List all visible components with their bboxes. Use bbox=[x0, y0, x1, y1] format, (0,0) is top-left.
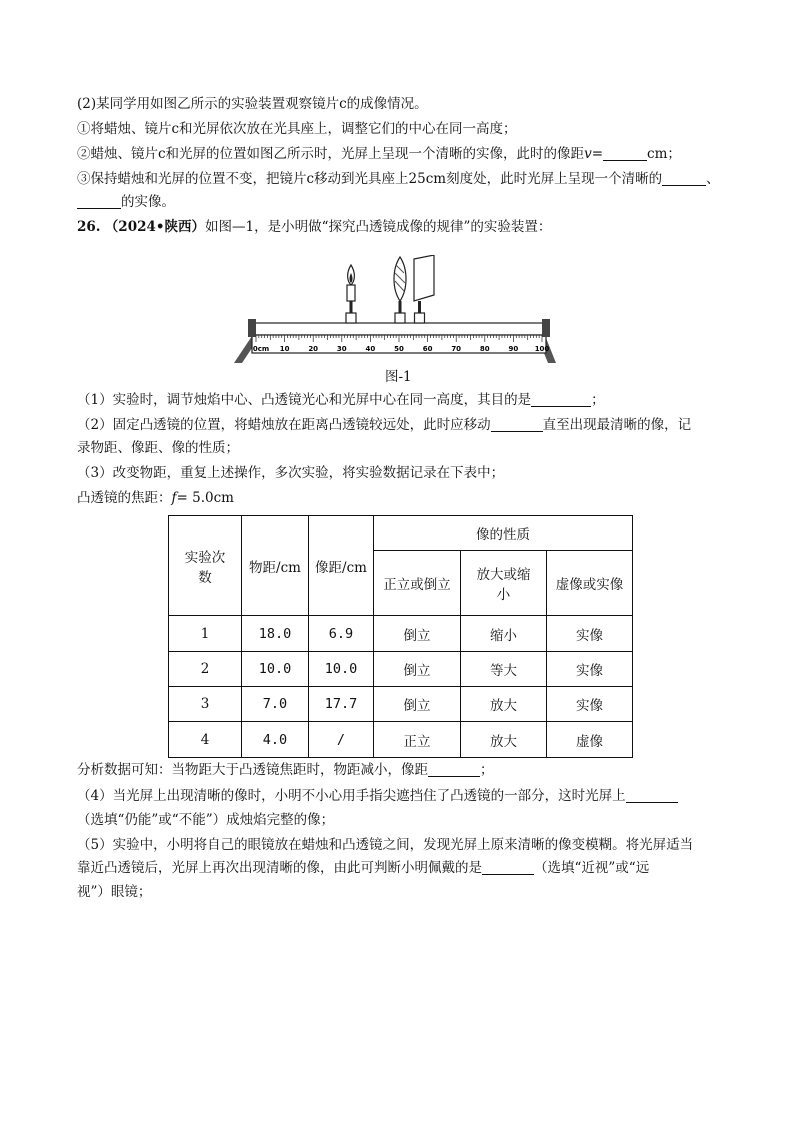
q26-part5-cont bbox=[77, 858, 649, 878]
scale-label: 70 bbox=[451, 345, 462, 353]
magnification: 放大 bbox=[461, 687, 547, 722]
candle bbox=[346, 265, 356, 323]
image-distance: 17.7 bbox=[309, 687, 374, 722]
table-header-row-1 bbox=[169, 516, 633, 551]
q26-part1 bbox=[77, 390, 605, 410]
focal-length-label: 凸透镜的焦距： bbox=[77, 490, 172, 506]
part2-step3-text: ③保持蜡烛和光屏的位置不变，把镜片c移动到光具座上25cm刻度处，此时光屏上呈现一个清晰的 bbox=[77, 171, 663, 187]
scale-label: 100 bbox=[534, 345, 550, 353]
q26-part1-end: ； bbox=[591, 392, 605, 408]
part2-step1: ①将蜡烛、镜片c和光屏依次放在光具座上，调整它们的中心在同一高度； bbox=[77, 121, 517, 137]
focal-length bbox=[77, 488, 234, 508]
header-image-type: 虚像或实像 bbox=[547, 551, 633, 616]
focal-symbol: f bbox=[171, 490, 177, 506]
image-property-blank-1[interactable] bbox=[662, 171, 706, 186]
table-row bbox=[169, 616, 633, 652]
question-source: （2024•陕西） bbox=[104, 219, 205, 235]
table-row bbox=[169, 722, 633, 758]
figure-caption: 图-1 bbox=[385, 369, 412, 385]
image-distance-blank[interactable] bbox=[603, 146, 647, 161]
screen-panel bbox=[414, 255, 434, 301]
header-orientation: 正立或倒立 bbox=[374, 551, 461, 616]
object-distance: 18.0 bbox=[242, 616, 309, 652]
part2-step2-text: ②蜡烛、镜片c和光屏的位置如图乙所示时，光屏上呈现一个清晰的实像，此时的像距 bbox=[77, 146, 585, 162]
magnification: 缩小 bbox=[461, 616, 547, 652]
scale-label: 60 bbox=[422, 345, 433, 353]
image-type: 实像 bbox=[547, 652, 633, 687]
orientation: 倒立 bbox=[374, 687, 461, 722]
question-26-header bbox=[77, 217, 551, 237]
image-type: 虚像 bbox=[547, 722, 633, 758]
orientation: 倒立 bbox=[374, 652, 461, 687]
image-distance-trend-blank[interactable] bbox=[428, 762, 480, 777]
magnification: 等大 bbox=[461, 652, 547, 687]
image-property-blank-2[interactable] bbox=[77, 194, 121, 209]
header-image-nature: 像的性质 bbox=[374, 516, 633, 551]
analysis-line bbox=[77, 760, 494, 780]
convex-lens bbox=[394, 257, 406, 323]
q26-part4-cont: （选填“仍能”或“不能”）成烛焰完整的像； bbox=[77, 812, 335, 828]
lens-glass bbox=[394, 257, 406, 301]
analysis-end: ； bbox=[480, 762, 494, 778]
part2-step2-unit: cm； bbox=[647, 146, 681, 162]
image-distance-symbol: v bbox=[584, 146, 592, 162]
separator: 、 bbox=[706, 171, 720, 187]
part2-step2 bbox=[77, 144, 681, 164]
q26-part5: （5）实验中，小明将自己的眼镜放在蜡烛和凸透镜之间，发现光屏上原来清晰的像变模糊。将光屏适当 bbox=[77, 837, 694, 853]
equals-sign: = bbox=[591, 146, 604, 162]
header-trial-line1: 实验次 bbox=[184, 549, 226, 566]
bench-right-end bbox=[542, 319, 550, 337]
q26-part2-cont: 录物距、像距、像的性质； bbox=[77, 440, 239, 456]
scale-label: 90 bbox=[508, 345, 519, 353]
focal-value: = 5.0cm bbox=[176, 490, 234, 506]
lens-stem bbox=[399, 301, 402, 313]
analysis-text: 分析数据可知：当物距大于凸透镜焦距时，物距减小，像距 bbox=[77, 762, 428, 778]
orientation: 倒立 bbox=[374, 616, 461, 652]
lens-holder bbox=[395, 313, 405, 323]
table-row bbox=[169, 687, 633, 722]
question-stem: 如图—1，是小明做“探究凸透镜成像的规律”的实验装置： bbox=[205, 219, 552, 235]
trial-number: 1 bbox=[169, 616, 242, 652]
scale-label: 10 bbox=[279, 345, 290, 353]
screen-holder bbox=[415, 313, 425, 323]
bench-left-end bbox=[248, 319, 256, 337]
orientation: 正立 bbox=[374, 722, 461, 758]
part2-intro: (2)某同学用如图乙所示的实验装置观察镜片c的成像情况。 bbox=[77, 96, 428, 112]
q26-part5-text-c: （选填“近视”或“远 bbox=[534, 860, 650, 876]
q26-part2 bbox=[77, 415, 691, 435]
move-object-blank[interactable] bbox=[491, 417, 543, 432]
image-distance: 6.9 bbox=[309, 616, 374, 652]
part2-step3 bbox=[77, 169, 720, 189]
q26-part5-end: 视”）眼镜； bbox=[77, 884, 152, 900]
header-magnification bbox=[461, 551, 547, 616]
q26-part2-text-b: 直至出现最清晰的像，记 bbox=[542, 417, 692, 433]
trial-number: 2 bbox=[169, 652, 242, 687]
image-type: 实像 bbox=[547, 616, 633, 652]
q26-part5-text-b: 靠近凸透镜后，光屏上再次出现清晰的像，由此可判断小明佩戴的是 bbox=[77, 860, 482, 876]
scale-label: 40 bbox=[365, 345, 376, 353]
optical-bench-figure bbox=[230, 255, 560, 365]
header-object-distance: 物距/cm bbox=[242, 516, 309, 616]
q26-part2-text: （2）固定凸透镜的位置，将蜡烛放在距离凸透镜较远处，此时应移动 bbox=[77, 417, 491, 433]
complete-image-blank[interactable] bbox=[626, 788, 678, 803]
candle-body bbox=[347, 285, 355, 301]
scale-label: 20 bbox=[308, 345, 319, 353]
object-distance: 4.0 bbox=[242, 722, 309, 758]
q26-part1-text: （1）实验时，调节烛焰中心、凸透镜光心和光屏中心在同一高度，其目的是 bbox=[77, 392, 532, 408]
header-magnification-line2: 小 bbox=[496, 587, 511, 603]
candle-stem bbox=[350, 301, 353, 313]
purpose-blank[interactable] bbox=[531, 392, 591, 407]
scale-label: 30 bbox=[336, 345, 347, 353]
header-trial bbox=[169, 516, 242, 616]
q26-part4 bbox=[77, 786, 678, 806]
image-type: 实像 bbox=[547, 687, 633, 722]
data-table bbox=[168, 515, 633, 758]
object-distance: 7.0 bbox=[242, 687, 309, 722]
q26-part3: （3）改变物距，重复上述操作，多次实验，将实验数据记录在下表中； bbox=[77, 465, 505, 481]
part2-step3-end: 的实像。 bbox=[121, 194, 175, 210]
glasses-type-blank[interactable] bbox=[482, 860, 534, 875]
scale-label: 50 bbox=[394, 345, 404, 353]
image-distance: 10.0 bbox=[309, 652, 374, 687]
header-trial-line2: 数 bbox=[198, 569, 212, 586]
bench-rail bbox=[252, 323, 546, 335]
light-screen bbox=[414, 255, 434, 323]
magnification: 放大 bbox=[461, 722, 547, 758]
image-distance: / bbox=[309, 722, 374, 758]
object-distance: 10.0 bbox=[242, 652, 309, 687]
header-magnification-line1: 放大或缩 bbox=[476, 567, 531, 583]
trial-number: 4 bbox=[169, 722, 242, 758]
part2-step3-cont bbox=[77, 192, 175, 212]
scale-label: 80 bbox=[479, 345, 490, 353]
q26-part4-text: （4）当光屏上出现清晰的像时，小明不小心用手指尖遮挡住了凸透镜的一部分，这时光屏上 bbox=[77, 788, 626, 804]
scale-label: 0cm bbox=[252, 345, 270, 353]
header-image-distance: 像距/cm bbox=[309, 516, 374, 616]
table-row bbox=[169, 652, 633, 687]
trial-number: 3 bbox=[169, 687, 242, 722]
screen-stem bbox=[418, 301, 421, 313]
question-number: 26. bbox=[77, 219, 101, 235]
candle-holder bbox=[346, 313, 356, 323]
